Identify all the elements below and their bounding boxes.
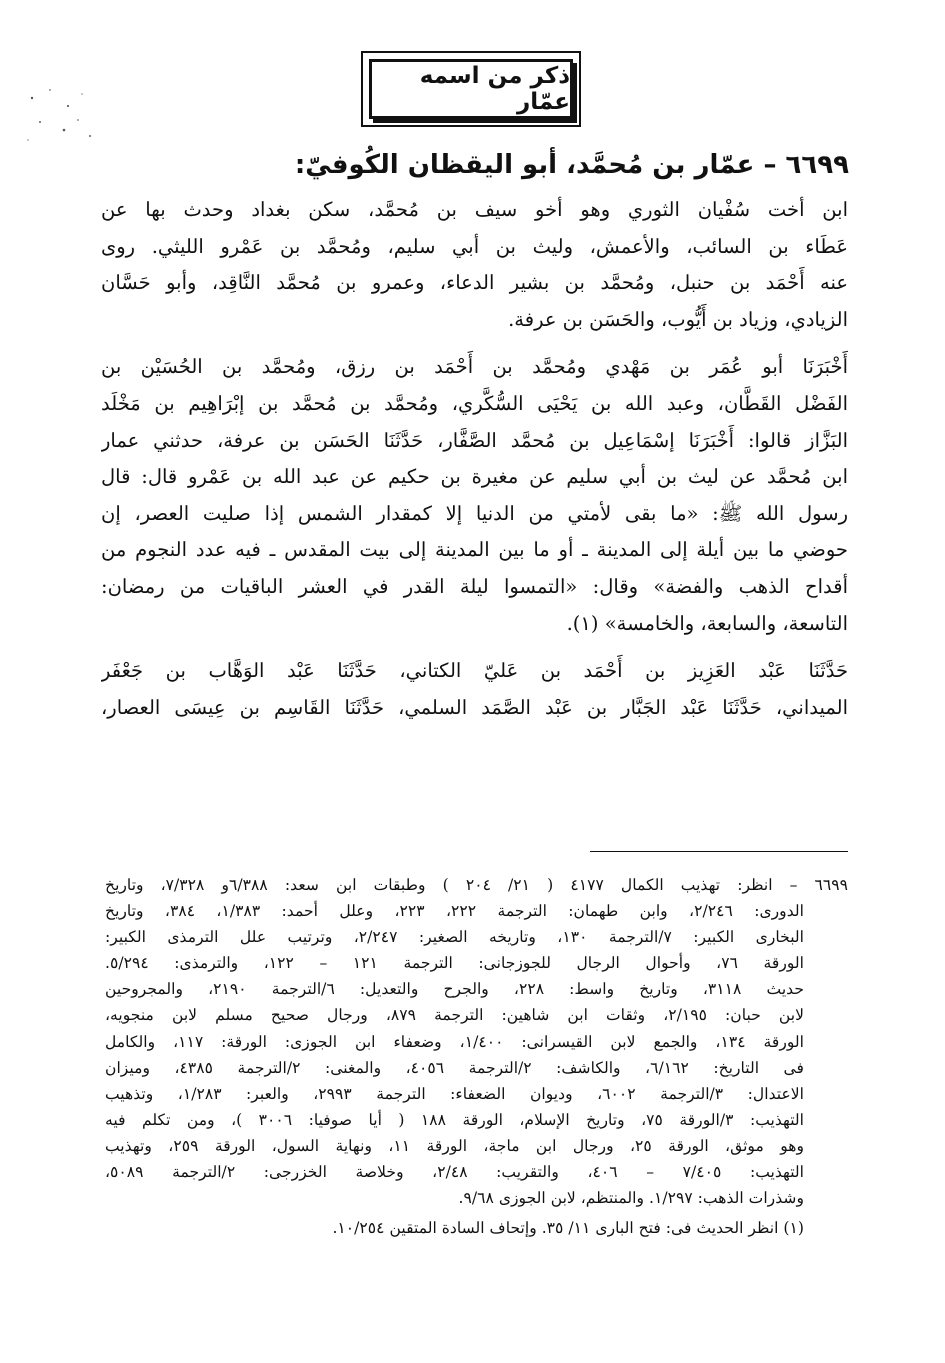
footnote-line: لابن حبان: ٢/١٩٥، وثقات ابن شاهين: الترجمة ٨٧٩، ورجال صحيح مسلم لابن منجويه، bbox=[105, 1006, 804, 1025]
footnote-separator bbox=[590, 851, 848, 852]
text-line: الزيادي، وزياد بن أَيُّوب، والحَسَن بن عرفة. bbox=[508, 307, 848, 331]
footnote-2 bbox=[105, 1215, 848, 1241]
footnote-line: الورقة ٧٦، وأحوال الرجال للجوزجانى: الترجمة ١٢١ – ١٢٢، والترمذى: ٥/٢٩٤. bbox=[105, 954, 805, 973]
text-line: عَطَاء بن السائب، والأعمش، وليث بن أبي سليم، ومُحمَّد بن عَمْرو الليثي. روى bbox=[101, 234, 848, 258]
footnote-line: التهذيب: ٧/٤٠٥ – ٤٠٦، والتقريب: ٢/٤٨، وخلاصة الخزرجى: ٢/الترجمة ٥٠٨٩، bbox=[105, 1163, 805, 1182]
text-line: عنه أَحْمَد بن حنبل، ومُحمَّد بن بشير الدعاء، وعمرو بن مُحمَّد النَّاقِد، وأبو حَسَّان bbox=[101, 271, 848, 295]
text-line: حَدَّثَنَا عَبْد العَزِيز بن أَحْمَد بن عَليّ الكتاني، حَدَّثَنَا عَبْد الوَهَّاب بن جَعْفَر bbox=[101, 659, 848, 683]
footnote-line: الورقة ١٣٤، والجمع لابن القيسرانى: ١/٤٠٠، وضعفاء ابن الجوزى: الورقة: ١١٧، والكامل bbox=[105, 1032, 804, 1051]
text-line: البَزَّاز قالوا: أَخْبَرَنَا إسْمَاعِيل بن مُحمَّد الصَّفَّار، حَدَّثَنَا الحَسَن بن عرفة، حدثني عمار bbox=[101, 428, 848, 452]
footnote-1 bbox=[105, 872, 848, 1211]
paragraph-1 bbox=[101, 192, 848, 338]
paper-speckles bbox=[20, 80, 100, 150]
section-title: ذكر من اسمه عمّار bbox=[369, 59, 573, 119]
footnotes bbox=[105, 872, 848, 1241]
text-line: الفَضْل القَطَّان، وعبد الله بن يَحْيَى السُّكَّري، ومُحمَّد بن مُحمَّد بن إبْرَاهِيم بن مَخْلَد bbox=[101, 391, 848, 415]
paragraph-2 bbox=[101, 349, 848, 642]
paragraph-3 bbox=[101, 653, 848, 726]
text-line: التاسعة، والسابعة، والخامسة» (١). bbox=[566, 611, 848, 635]
footnote-line: وهو موثق، الورقة ٢٥، ورجال ابن ماجة، الورقة ١١، ونهاية السول، الورقة ٢٥٩، وتهذيب bbox=[105, 1136, 805, 1155]
footnote-line: الدورى: ٢/٢٤٦، وابن طهمان: الترجمة ٢٢٢، ٢٢٣، وعلل أحمد: ١/٣٨٣، ٣٨٤، وتاريخ bbox=[105, 902, 804, 921]
section-title-frame bbox=[361, 51, 581, 127]
text-line: ابن مُحمَّد عن ليث بن أبي سليم عن مغيرة بن حكيم عن عبد الله بن عَمْرو قال: قال bbox=[101, 465, 848, 489]
footnote-line: البخارى الكبير: ٧/الترجمة ١٣٠، وتاريخه الصغير: ٢/٢٤٧، وترتيب علل الترمذى الكبير: bbox=[105, 928, 804, 947]
text-line: أَخْبَرَنَا أبو عُمَر بن مَهْدي ومُحمَّد بن أَحْمَد بن رزق، ومُحمَّد بن الحُسَيْن بن bbox=[101, 355, 848, 379]
footnote-line: التهذيب: ٣/الورقة ٧٥، وتاريخ الإسلام، الورقة ١٨٨ ( أيا صوفيا: ٣٠٠٦ )، ومن تكلم فيه bbox=[105, 1110, 805, 1129]
text-line: رسول الله ﷺ: «ما بقى لأمتي من الدنيا إلا كمقدار الشمس إذا صليت العصر، إن bbox=[101, 501, 848, 525]
footnote-line: حديث ٣١١٨، وتاريخ واسط: ٢٢٨، والجرح والتعديل: ٦/الترجمة ٢١٩٠، والمجروحين bbox=[105, 980, 805, 999]
entry-heading: ٦٦٩٩ – عمّار بن مُحمَّد، أبو اليقظان الكُوفيّ: bbox=[294, 150, 849, 180]
footnote-line: (١) انظر الحديث فى: فتح البارى ١١/ ٣٥. وإتحاف السادة المتقين ١٠/٢٥٤. bbox=[332, 1219, 804, 1238]
footnote-line: الاعتدال: ٣/الترجمة ٦٠٠٢، وديوان الضعفاء: الترجمة ٢٩٩٣، والعبر: ١/٢٨٣، وتذهيب bbox=[105, 1084, 804, 1103]
text-line: ابن أخت سُفْيان الثوري وهو أخو سيف بن مُحمَّد، سكن بغداد وحدث بها عن bbox=[101, 198, 848, 221]
footnote-line: وشذرات الذهب: ١/٢٩٧. والمنتظم، لابن الجوزى ٩/٦٨. bbox=[458, 1189, 804, 1208]
text-line: أقداح الذهب والفضة» وقال: «التمسوا ليلة القدر في العشر الباقيات من رمضان: bbox=[101, 574, 848, 598]
footnote-line: فى التاريخ: ٦/١٦٢، والكاشف: ٢/الترجمة ٤٠٥٦، والمغنى: ٢/الترجمة ٤٣٨٥، وميزان bbox=[105, 1058, 804, 1077]
footnote-line: ٦٦٩٩ – انظر: تهذيب الكمال ٤١٧٧ ( ٢١/ ٢٠٤ ) وطبقات ابن سعد: ٦/٣٨٨و ٧/٣٢٨، وتاريخ bbox=[105, 876, 848, 894]
text-line: حوضي ما بين أيلة إلى المدينة ـ أو ما بين المدينة إلى بيت المقدس ـ فيه عدد النجوم من bbox=[101, 538, 848, 562]
text-line: الميداني، حَدَّثَنَا عَبْد الجَبَّار بن عَبْد الصَّمَد السلمي، حَدَّثَنَا القَاسِم بن عِيسَى العصار، bbox=[101, 695, 848, 719]
main-text bbox=[101, 192, 848, 726]
